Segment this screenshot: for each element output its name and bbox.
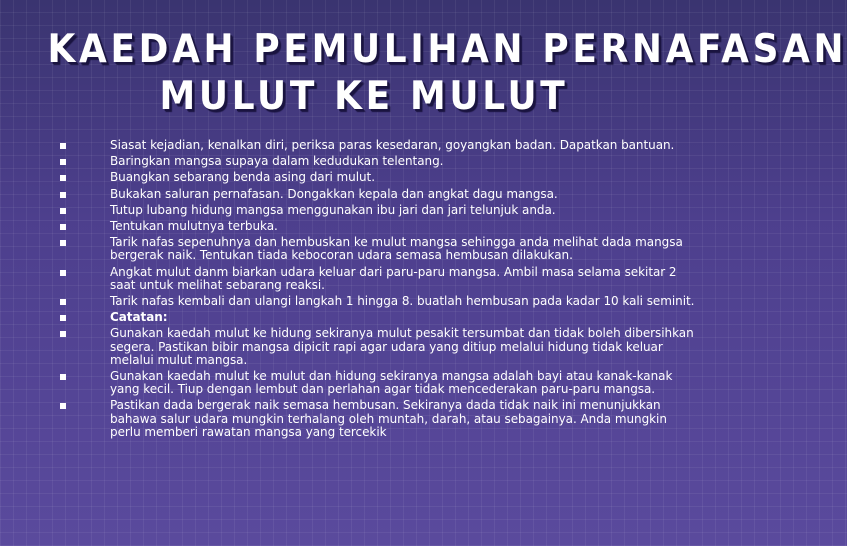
list-item-text: Gunakan kaedah mulut ke hidung sekiranya mulut pesakit tersumbat dan tidak boleh dibersihkan segera. Pastikan bibir mangsa dipicit rapi agar udara yang ditiup melalui hidung tidak keluar melalui mulut mangsa. <box>110 326 694 367</box>
list-item <box>60 188 700 201</box>
bullet-square-icon <box>60 331 66 337</box>
list-item <box>60 204 700 217</box>
bullet-square-icon <box>60 208 66 214</box>
list-item-text: Baringkan mangsa supaya dalam kedudukan telentang. <box>110 154 444 169</box>
bullet-square-icon <box>60 143 66 149</box>
note-heading: Catatan: <box>110 310 168 325</box>
list-item <box>60 327 700 367</box>
list-item <box>60 295 700 308</box>
list-item-text: Siasat kejadian, kenalkan diri, periksa paras kesedaran, goyangkan badan. Dapatkan bantuan. <box>110 138 675 152</box>
list-item-text: Gunakan kaedah mulut ke mulut dan hidung sekiranya mangsa adalah bayi atau kanak-kanak yang kecil. Tiup dengan lembut dan perlahan agar tidak mencederakan paru-paru mangsa. <box>110 369 673 397</box>
bullet-square-icon <box>60 403 66 409</box>
list-item-text: Buangkan sebarang benda asing dari mulut. <box>110 170 375 185</box>
bullet-square-icon <box>60 175 66 181</box>
list-item <box>60 236 700 262</box>
list-item-text: Bukakan saluran pernafasan. Dongakkan kepala dan angkat dagu mangsa. <box>110 186 558 201</box>
bullet-square-icon <box>60 315 66 321</box>
list-item <box>60 155 700 168</box>
list-item <box>60 139 700 152</box>
title-line-2: MULUT KE MULUT <box>159 74 569 119</box>
list-item-note <box>60 311 700 324</box>
list-item <box>60 266 700 292</box>
list-item-text: Pastikan dada bergerak naik semasa hembusan. Sekiranya dada tidak naik ini menunjukkan bahawa salur udara mungkin terhalang oleh muntah, darah, atau sebagainya. Anda mungkin perlu memberi rawatan mangsa yang tercekik <box>110 398 667 439</box>
list-item-text: Tentukan mulutnya terbuka. <box>110 219 278 234</box>
bullet-square-icon <box>60 299 66 305</box>
list-item <box>60 171 700 184</box>
list-item <box>60 370 700 396</box>
list-item-text: Angkat mulut danm biarkan udara keluar dari paru-paru mangsa. Ambil masa selama sekitar 2 saat untuk melihat sebarang reaksi. <box>110 264 677 292</box>
bullet-square-icon <box>60 374 66 380</box>
bullet-square-icon <box>60 192 66 198</box>
title-line-1: KAEDAH PEMULIHAN PERNAFASAN <box>47 27 847 72</box>
list-item-text: Tutup lubang hidung mangsa menggunakan ibu jari dan jari telunjuk anda. <box>110 202 556 217</box>
bullet-square-icon <box>60 270 66 276</box>
bullet-square-icon <box>60 159 66 165</box>
list-item-text: Tarik nafas kembali dan ulangi langkah 1 hingga 8. buatlah hembusan pada kadar 10 kali seminit. <box>110 294 695 309</box>
list-item-text: Tarik nafas sepenuhnya dan hembuskan ke mulut mangsa sehingga anda melihat dada mangsa bergerak naik. Tentukan tiada kebocoran udara semasa hembusan dilakukan. <box>110 235 683 263</box>
bullet-square-icon <box>60 224 66 230</box>
list-item <box>60 399 700 439</box>
list-item <box>60 220 700 233</box>
bullet-list <box>60 139 700 442</box>
slide-title <box>47 26 847 120</box>
bullet-square-icon <box>60 240 66 246</box>
